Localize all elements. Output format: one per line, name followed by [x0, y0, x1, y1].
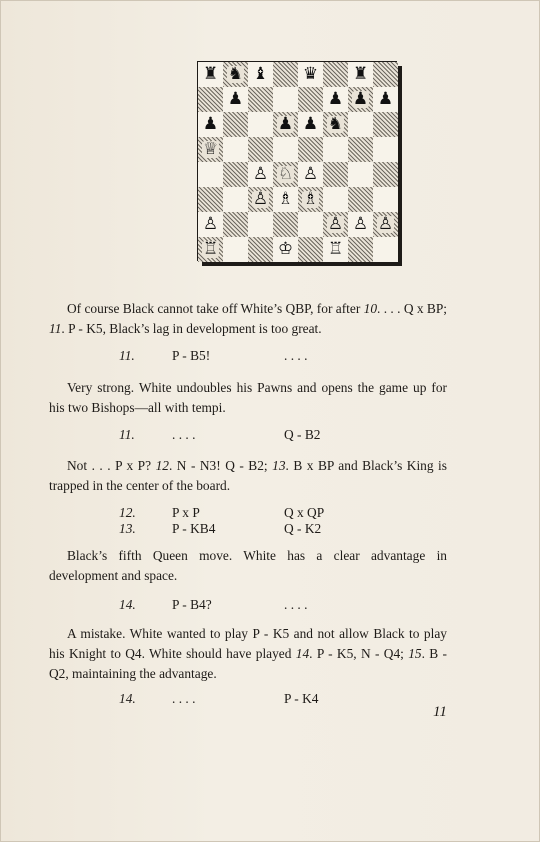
move-number: 14. — [119, 691, 136, 706]
square-f3 — [323, 187, 348, 212]
move-number: 11. — [119, 348, 135, 363]
square-e3 — [298, 187, 323, 212]
chess-piece-icon: ♟ — [352, 89, 369, 109]
chess-piece-icon: ♙ — [377, 214, 394, 234]
square-a7 — [198, 87, 223, 112]
square-d5 — [273, 137, 298, 162]
square-a4 — [198, 162, 223, 187]
chess-piece-icon: ♜ — [202, 64, 219, 84]
square-g6 — [348, 112, 373, 137]
square-d2 — [273, 212, 298, 237]
square-f2 — [323, 212, 348, 237]
chess-piece-icon: ♙ — [252, 189, 269, 209]
square-d1 — [273, 237, 298, 262]
square-c5 — [248, 137, 273, 162]
chess-piece-icon: ♙ — [252, 164, 269, 184]
paragraph-1: Of course Black cannot take off White’s QBP, for after 10. . . . Q x BP; 11. P - K5, Black’s lag in development is too great. — [49, 301, 447, 336]
square-g5 — [348, 137, 373, 162]
white-move: P - B5! — [172, 348, 211, 363]
chess-piece-icon: ♟ — [377, 89, 394, 109]
square-f4 — [323, 162, 348, 187]
chess-piece-icon: ♕ — [202, 139, 219, 159]
square-g2 — [348, 212, 373, 237]
black-move: . . . . — [284, 597, 308, 612]
square-b6 — [223, 112, 248, 137]
chess-piece-icon: ♟ — [202, 114, 219, 134]
square-b4 — [223, 162, 248, 187]
square-h4 — [373, 162, 398, 187]
square-h2 — [373, 212, 398, 237]
chess-piece-icon: ♜ — [352, 64, 369, 84]
square-d3 — [273, 187, 298, 212]
square-a1 — [198, 237, 223, 262]
page-number: 11 — [433, 704, 447, 720]
chess-piece-icon: ♝ — [252, 64, 269, 84]
square-c2 — [248, 212, 273, 237]
square-h3 — [373, 187, 398, 212]
chess-piece-icon: ♗ — [277, 189, 294, 209]
square-c4 — [248, 162, 273, 187]
square-g1 — [348, 237, 373, 262]
chess-piece-icon: ♗ — [302, 189, 319, 209]
chess-piece-icon: ♙ — [202, 214, 219, 234]
black-move: Q x QP — [284, 505, 325, 520]
chess-piece-icon: ♖ — [327, 239, 344, 259]
move-number: 14. — [119, 597, 136, 612]
paragraph-4: Black’s fifth Queen move. White has a clear advantage in development and space. — [49, 548, 447, 583]
chess-piece-icon: ♖ — [202, 239, 219, 259]
square-g4 — [348, 162, 373, 187]
black-move: Q - K2 — [284, 521, 322, 536]
square-a5 — [198, 137, 223, 162]
square-h6 — [373, 112, 398, 137]
square-b3 — [223, 187, 248, 212]
square-c3 — [248, 187, 273, 212]
white-move: . . . . — [172, 691, 196, 706]
square-d6 — [273, 112, 298, 137]
square-a2 — [198, 212, 223, 237]
white-move: P - B4? — [172, 597, 212, 612]
square-h8 — [373, 62, 398, 87]
move-number: 12. — [119, 505, 136, 520]
black-move: P - K4 — [284, 691, 319, 706]
square-b5 — [223, 137, 248, 162]
white-move: P x P — [172, 505, 200, 520]
white-move: . . . . — [172, 427, 196, 442]
chess-piece-icon: ♟ — [302, 114, 319, 134]
square-g3 — [348, 187, 373, 212]
chessboard — [197, 61, 397, 261]
square-c1 — [248, 237, 273, 262]
square-b7 — [223, 87, 248, 112]
square-h5 — [373, 137, 398, 162]
paragraph-3: Not . . . P x P? 12. N - N3! Q - B2; 13. B x BP and Black’s King is trapped in the center of the board. — [49, 458, 447, 493]
square-a3 — [198, 187, 223, 212]
square-b2 — [223, 212, 248, 237]
chess-piece-icon: ♔ — [277, 239, 294, 259]
square-f5 — [323, 137, 348, 162]
chess-piece-icon: ♟ — [327, 89, 344, 109]
chess-piece-icon: ♞ — [327, 114, 344, 134]
square-a8 — [198, 62, 223, 87]
square-e1 — [298, 237, 323, 262]
square-a6 — [198, 112, 223, 137]
chess-piece-icon: ♟ — [277, 114, 294, 134]
square-e5 — [298, 137, 323, 162]
move-number: 11. — [119, 427, 135, 442]
square-f1 — [323, 237, 348, 262]
square-f8 — [323, 62, 348, 87]
square-g7 — [348, 87, 373, 112]
square-f7 — [323, 87, 348, 112]
square-f6 — [323, 112, 348, 137]
square-c7 — [248, 87, 273, 112]
square-h7 — [373, 87, 398, 112]
move-number: 13. — [119, 521, 136, 536]
square-e4 — [298, 162, 323, 187]
square-e6 — [298, 112, 323, 137]
chess-piece-icon: ♙ — [302, 164, 319, 184]
chess-piece-icon: ♛ — [302, 64, 319, 84]
black-move: Q - B2 — [284, 427, 321, 442]
chess-piece-icon: ♘ — [277, 164, 294, 184]
chess-diagram — [197, 61, 397, 261]
paragraph-2: Very strong. White undoubles his Pawns and opens the game up for his two Bishops—all with tempi. — [49, 380, 447, 415]
square-e8 — [298, 62, 323, 87]
chess-piece-icon: ♙ — [352, 214, 369, 234]
square-b1 — [223, 237, 248, 262]
square-d4 — [273, 162, 298, 187]
square-b8 — [223, 62, 248, 87]
square-e2 — [298, 212, 323, 237]
square-h1 — [373, 237, 398, 262]
chess-piece-icon: ♟ — [227, 89, 244, 109]
paragraph-5: A mistake. White wanted to play P - K5 and not allow Black to play his Knight to Q4. White should have played 14. P - K5, N - Q4; 15. B - Q2, maintaining the advantage. — [49, 626, 447, 681]
black-move: . . . . — [284, 348, 308, 363]
square-d7 — [273, 87, 298, 112]
white-move: P - KB4 — [172, 521, 216, 536]
chess-piece-icon: ♙ — [327, 214, 344, 234]
square-c6 — [248, 112, 273, 137]
square-g8 — [348, 62, 373, 87]
square-c8 — [248, 62, 273, 87]
chess-piece-icon: ♞ — [227, 64, 244, 84]
square-e7 — [298, 87, 323, 112]
square-d8 — [273, 62, 298, 87]
